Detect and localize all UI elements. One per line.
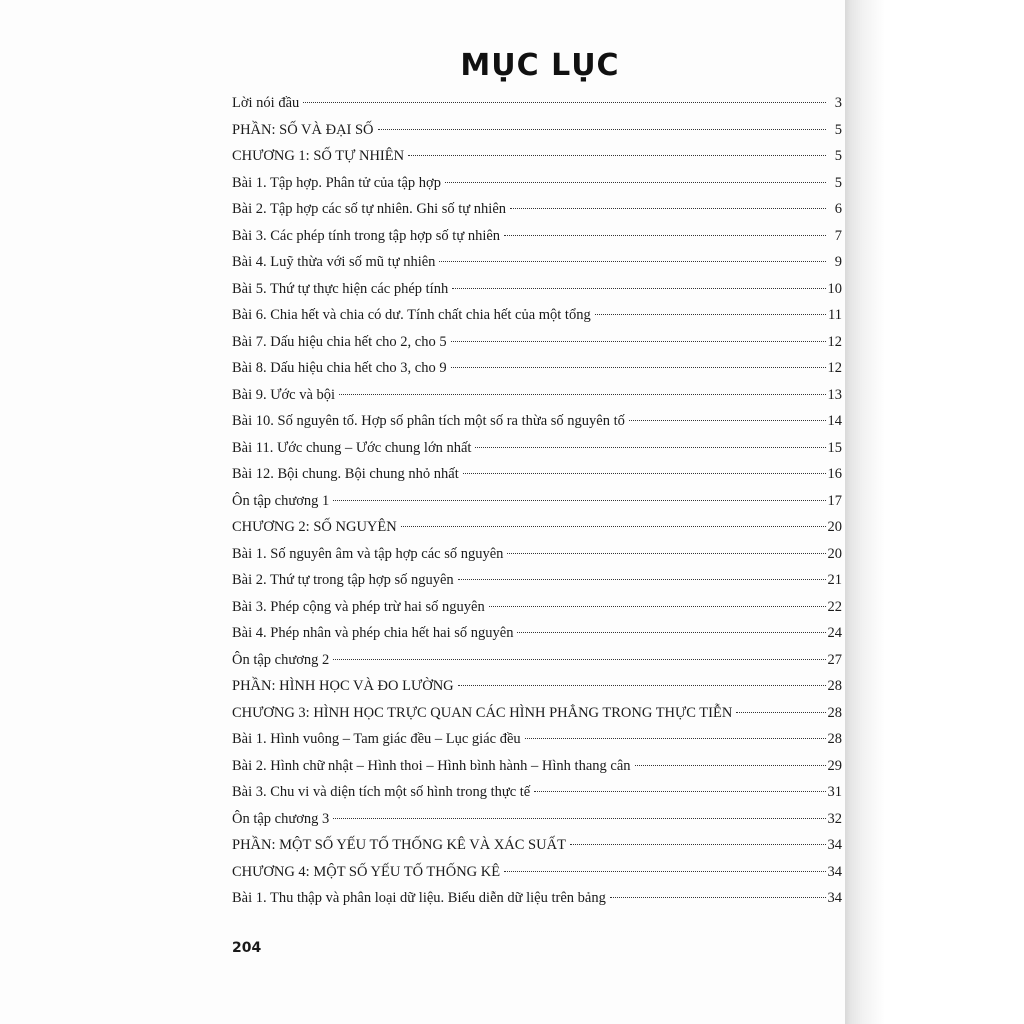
- dot-leader: [504, 235, 826, 236]
- toc-entry-title: CHƯƠNG 1: SỐ TỰ NHIÊN: [232, 148, 405, 164]
- toc-entry: [232, 276, 842, 303]
- toc-entry: [232, 488, 842, 515]
- toc-entry-title: Bài 4. Luỹ thừa với số mũ tự nhiên: [232, 254, 436, 270]
- dot-leader: [452, 288, 825, 289]
- dot-leader: [333, 500, 825, 501]
- toc-entry-title: Ôn tập chương 2: [232, 651, 330, 668]
- toc-entry-title: Bài 10. Số nguyên tố. Hợp số phân tích một số ra thừa số nguyên tố: [232, 413, 625, 429]
- toc-entry-page: 5: [834, 174, 842, 191]
- dot-leader: [463, 473, 826, 474]
- toc-entry-page: 28: [827, 704, 842, 721]
- page-edge-shadow: [845, 0, 1024, 1024]
- toc-entry-title: Bài 5. Thứ tự thực hiện các phép tính: [232, 280, 449, 297]
- toc-entry: [232, 514, 842, 541]
- toc-entry-title: Bài 8. Dấu hiệu chia hết cho 3, cho 9: [232, 360, 447, 376]
- toc-entry-title: Bài 3. Phép cộng và phép trừ hai số nguyên: [232, 598, 485, 615]
- toc-entry: [232, 196, 842, 223]
- dot-leader: [451, 367, 826, 368]
- dot-leader: [451, 341, 826, 342]
- toc-entry-page: 28: [827, 731, 842, 747]
- dot-leader: [629, 420, 826, 421]
- toc-entry-title: PHẦN: MỘT SỐ YẾU TỐ THỐNG KÊ VÀ XÁC SUẤT: [232, 837, 566, 853]
- toc-entry-title: Ôn tập chương 3: [232, 810, 330, 827]
- toc-entry-title: Bài 2. Hình chữ nhật – Hình thoi – Hình bình hành – Hình thang cân: [232, 757, 631, 774]
- toc-entry-title: Bài 4. Phép nhân và phép chia hết hai số nguyên: [232, 625, 514, 641]
- toc-entry-page: 12: [827, 333, 842, 350]
- dot-leader: [333, 818, 825, 819]
- toc-entry-page: 31: [827, 784, 842, 800]
- toc-entry-page: 22: [827, 598, 842, 615]
- toc-entry-title: Bài 1. Số nguyên âm và tập hợp các số nguyên: [232, 545, 504, 562]
- toc-entry-page: 15: [827, 439, 842, 456]
- toc-entry-page: 13: [827, 386, 842, 403]
- dot-leader: [439, 261, 826, 262]
- dot-leader: [517, 632, 825, 633]
- toc-entry-title: Bài 11. Ước chung – Ước chung lớn nhất: [232, 439, 472, 456]
- toc-entry: [232, 647, 842, 674]
- toc-entry-page: 34: [827, 863, 842, 880]
- toc-entry-page: 6: [834, 201, 842, 217]
- dot-leader: [408, 155, 826, 156]
- toc-entry-page: 34: [827, 890, 842, 906]
- dot-leader: [570, 844, 826, 845]
- toc-entry: [232, 567, 842, 594]
- toc-entry-title: Bài 1. Tập hợp. Phân tử của tập hợp: [232, 174, 441, 191]
- toc-entry: [232, 726, 842, 753]
- toc-entry-page: 16: [827, 466, 842, 482]
- dot-leader: [507, 553, 825, 554]
- toc-entry-title: Ôn tập chương 1: [232, 492, 330, 509]
- toc-entry-title: PHẦN: HÌNH HỌC VÀ ĐO LƯỜNG: [232, 678, 454, 694]
- toc-entry-page: 14: [827, 413, 842, 429]
- toc-entry-title: Lời nói đầu: [232, 95, 300, 111]
- toc-entry: [232, 408, 842, 435]
- toc-entry-page: 34: [827, 837, 842, 853]
- toc-entry-title: Bài 3. Chu vi và diện tích một số hình trong thực tế: [232, 784, 531, 800]
- toc-entry-page: 29: [827, 757, 842, 774]
- dot-leader: [458, 579, 826, 580]
- dot-leader: [736, 712, 825, 713]
- dot-leader: [339, 394, 825, 395]
- toc-entry-page: 11: [828, 307, 842, 323]
- toc-entry: [232, 90, 842, 117]
- toc-entry: [232, 806, 842, 833]
- toc-entry: [232, 382, 842, 409]
- toc-entry: [232, 461, 842, 488]
- toc-entry-title: CHƯƠNG 4: MỘT SỐ YẾU TỐ THỐNG KÊ: [232, 863, 501, 880]
- toc-entry: [232, 117, 842, 144]
- dot-leader: [610, 897, 826, 898]
- toc-entry: [232, 673, 842, 700]
- dot-leader: [458, 685, 826, 686]
- toc-entry: [232, 594, 842, 621]
- toc-entry: [232, 302, 842, 329]
- table-of-contents: [232, 90, 842, 912]
- toc-entry-page: 5: [834, 148, 842, 164]
- toc-entry-title: Bài 7. Dấu hiệu chia hết cho 2, cho 5: [232, 333, 447, 350]
- toc-entry: [232, 541, 842, 568]
- toc-entry: [232, 143, 842, 170]
- dot-leader: [445, 182, 826, 183]
- dot-leader: [378, 129, 826, 130]
- toc-entry: [232, 435, 842, 462]
- dot-leader: [525, 738, 826, 739]
- toc-entry-page: 28: [827, 678, 842, 694]
- toc-entry-page: 21: [827, 572, 842, 588]
- dot-leader: [303, 102, 826, 103]
- toc-entry-title: PHẦN: SỐ VÀ ĐẠI SỐ: [232, 121, 374, 138]
- page-number: 204: [232, 940, 262, 956]
- dot-leader: [504, 871, 825, 872]
- toc-entry-title: Bài 6. Chia hết và chia có dư. Tính chất chia hết của một tổng: [232, 307, 591, 323]
- dot-leader: [489, 606, 826, 607]
- toc-entry-page: 7: [834, 227, 842, 244]
- toc-entry-page: 20: [827, 545, 842, 562]
- toc-entry-page: 32: [827, 810, 842, 827]
- dot-leader: [510, 208, 826, 209]
- toc-entry: [232, 620, 842, 647]
- toc-entry-page: 9: [834, 254, 842, 270]
- toc-entry-title: CHƯƠNG 3: HÌNH HỌC TRỰC QUAN CÁC HÌNH PHẲNG TRONG THỰC TIỄN: [232, 704, 733, 721]
- toc-entry: [232, 859, 842, 886]
- toc-entry-title: Bài 1. Thu thập và phân loại dữ liệu. Biểu diễn dữ liệu trên bảng: [232, 890, 606, 906]
- toc-entry: [232, 885, 842, 912]
- toc-entry-title: Bài 2. Tập hợp các số tự nhiên. Ghi số tự nhiên: [232, 201, 507, 217]
- toc-entry-title: Bài 2. Thứ tự trong tập hợp số nguyên: [232, 572, 454, 588]
- toc-entry-page: 3: [834, 95, 842, 111]
- toc-entry: [232, 753, 842, 780]
- dot-leader: [475, 447, 825, 448]
- toc-entry-title: Bài 1. Hình vuông – Tam giác đều – Lục giác đều: [232, 731, 521, 747]
- toc-entry: [232, 170, 842, 197]
- toc-entry-title: Bài 12. Bội chung. Bội chung nhỏ nhất: [232, 466, 459, 482]
- toc-entry: [232, 329, 842, 356]
- dot-leader: [534, 791, 825, 792]
- toc-entry-page: 17: [827, 492, 842, 509]
- toc-entry: [232, 700, 842, 727]
- toc-entry: [232, 249, 842, 276]
- toc-entry: [232, 355, 842, 382]
- toc-entry-page: 5: [834, 121, 842, 138]
- dot-leader: [401, 526, 826, 527]
- toc-entry-title: Bài 3. Các phép tính trong tập hợp số tự nhiên: [232, 227, 501, 244]
- toc-entry-page: 20: [827, 519, 842, 535]
- toc-entry: [232, 832, 842, 859]
- toc-entry: [232, 779, 842, 806]
- toc-entry: [232, 223, 842, 250]
- toc-entry-title: Bài 9. Ước và bội: [232, 386, 336, 403]
- dot-leader: [333, 659, 825, 660]
- dot-leader: [635, 765, 826, 766]
- toc-entry-page: 27: [827, 651, 842, 668]
- page-title: MỤC LỤC: [460, 48, 620, 83]
- toc-entry-page: 24: [827, 625, 842, 641]
- dot-leader: [595, 314, 826, 315]
- toc-entry-page: 10: [827, 280, 842, 297]
- toc-entry-title: CHƯƠNG 2: SỐ NGUYÊN: [232, 519, 397, 535]
- toc-entry-page: 12: [827, 360, 842, 376]
